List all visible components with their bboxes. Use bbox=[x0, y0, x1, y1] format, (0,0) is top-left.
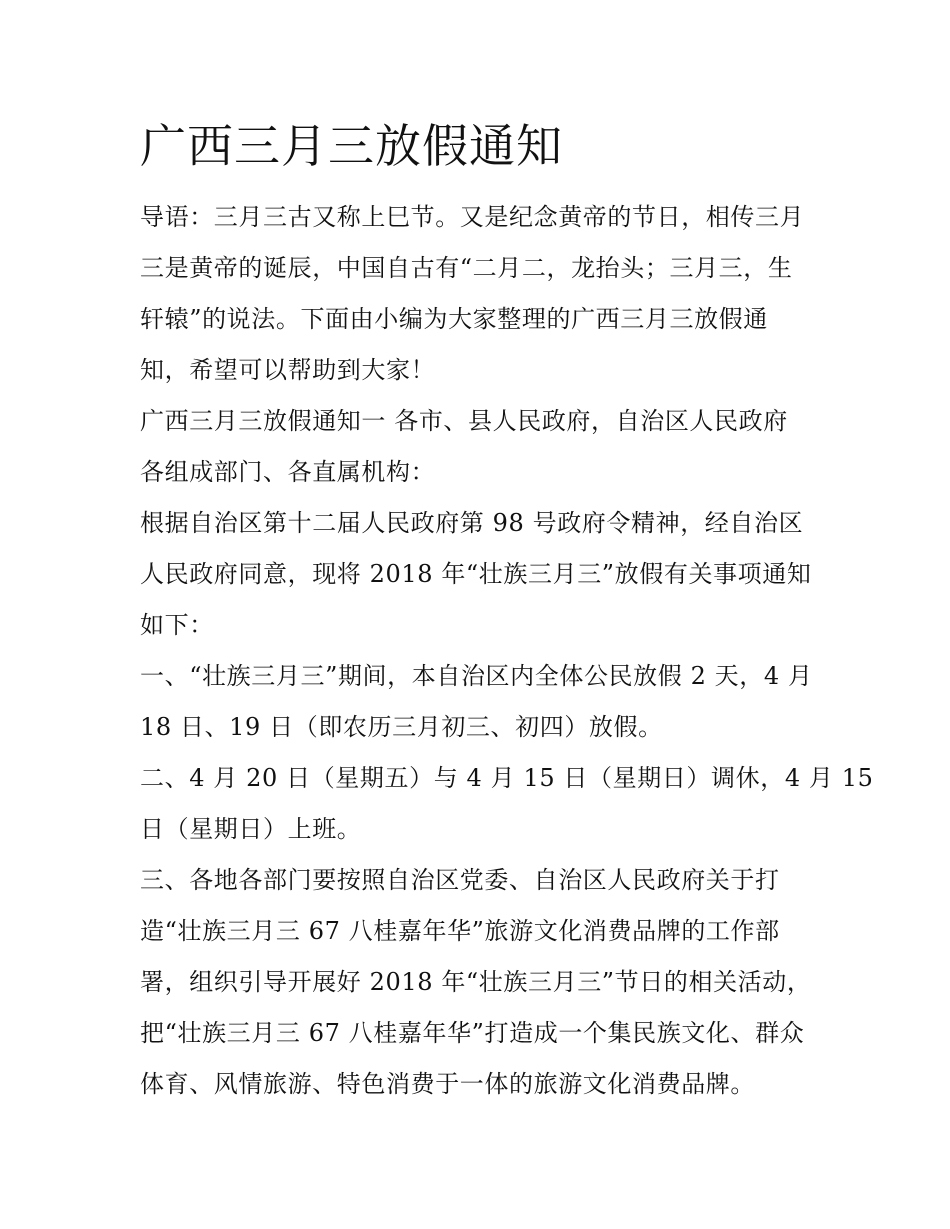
document-body bbox=[140, 192, 874, 1110]
body-line: 轩辕”的说法。下面由小编为大家整理的广西三月三放假通 bbox=[140, 305, 768, 333]
body-line: 一、“壮族三月三”期间，本自治区内全体公民放假 2 天，4 月 bbox=[140, 662, 813, 690]
body-line: 各组成部门、各直属机构： bbox=[140, 458, 436, 486]
body-line: 署，组织引导开展好 2018 年“壮族三月三”节日的相关活动， bbox=[140, 968, 812, 996]
body-line: 三、各地各部门要按照自治区党委、自治区人民政府关于打 bbox=[140, 866, 780, 894]
body-line: 如下： bbox=[140, 611, 214, 639]
body-line: 日（星期日）上班。 bbox=[140, 815, 362, 843]
document-title: 广西三月三放假通知 bbox=[140, 119, 563, 173]
body-line: 体育、风情旅游、特色消费于一体的旅游文化消费品牌。 bbox=[140, 1070, 755, 1098]
body-line: 二、4 月 20 日（星期五）与 4 月 15 日（星期日）调休，4 月 15 bbox=[140, 764, 874, 792]
body-line: 导语：三月三古又称上巳节。又是纪念黄帝的节日，相传三月 bbox=[140, 203, 805, 231]
body-line: 18 日、19 日（即农历三月初三、初四）放假。 bbox=[140, 713, 663, 741]
body-line: 人民政府同意，现将 2018 年“壮族三月三”放假有关事项通知 bbox=[140, 560, 812, 588]
body-line: 把“壮族三月三 67 八桂嘉年华”打造成一个集民族文化、群众 bbox=[140, 1019, 805, 1047]
body-line: 造“壮族三月三 67 八桂嘉年华”旅游文化消费品牌的工作部 bbox=[140, 917, 780, 945]
body-line: 知，希望可以帮助到大家！ bbox=[140, 356, 436, 384]
body-line: 广西三月三放假通知一 各市、县人民政府，自治区人民政府 bbox=[140, 407, 788, 435]
document-page bbox=[140, 112, 874, 1110]
body-line: 三是黄帝的诞辰，中国自古有“二月二，龙抬头；三月三，生 bbox=[140, 254, 793, 282]
body-line: 根据自治区第十二届人民政府第 98 号政府令精神，经自治区 bbox=[140, 509, 804, 537]
